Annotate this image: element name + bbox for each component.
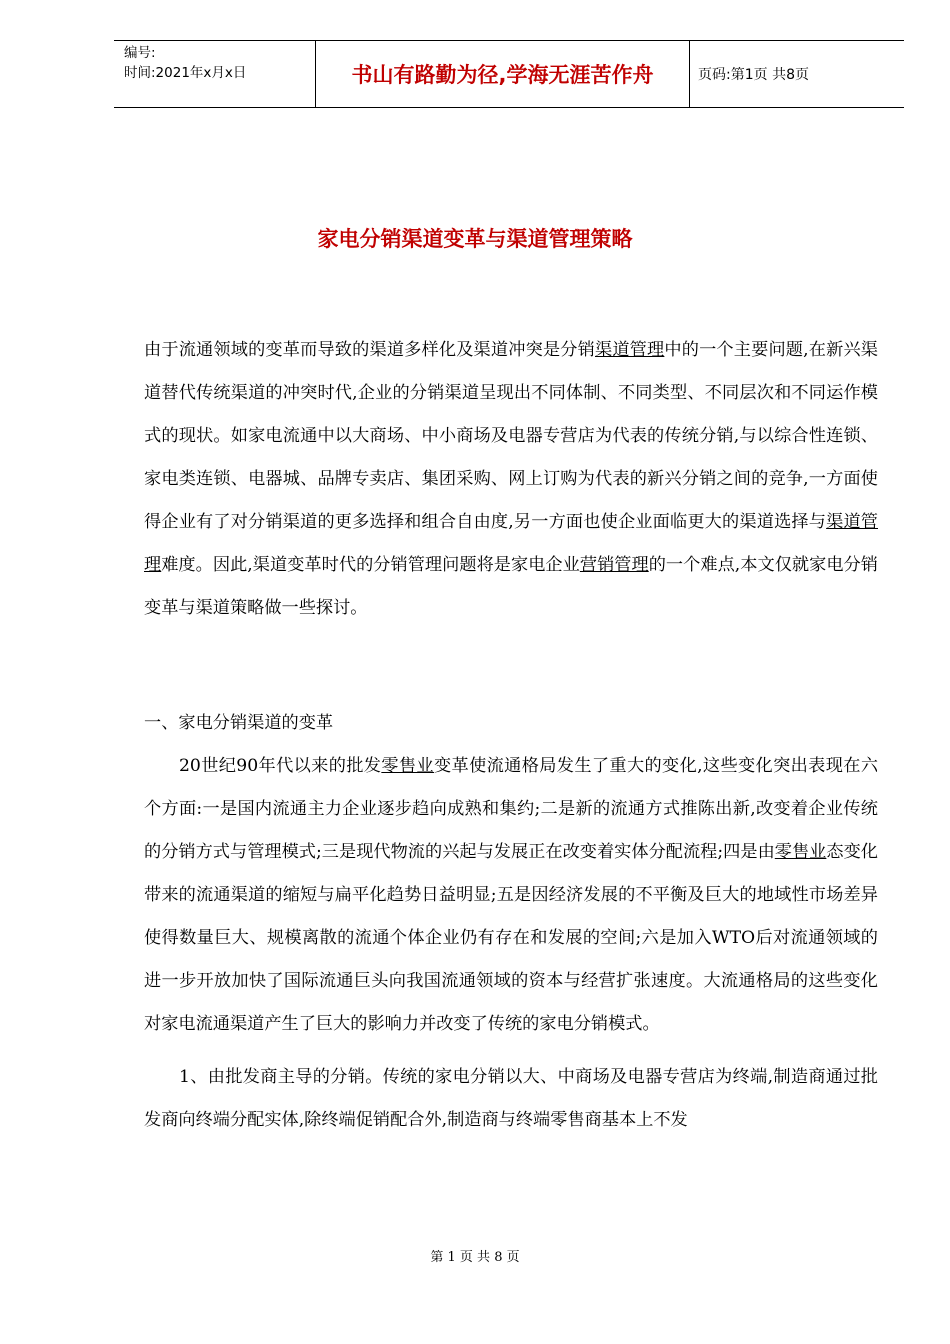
section1-item1: 1、由批发商主导的分销。传统的家电分销以大、中商场及电器专营店为终端,制造商通过批发商向终端分配实体,除终端促销配合外,制造商与终端零售商基本上不发 [144,1067,878,1130]
intro-text-2: 中的一个主要问题,在新兴渠道替代传统渠道的冲突时代,企业的分销渠道呈现出不同体制、不同类型、不同层次和不同运作模式的现状。如家电流通中以大商场、中小商场及电器专营店为代表的传统分销,与以综合性连锁、家电类连锁、电器城、品牌专卖店、集团采购、网上订购为代表的新兴分销之间的竞争,一方面使得企业有了对分销渠道的更多选择和组合自由度,另一方面也使企业面临更大的渠道选择与 [144,340,878,532]
intro-paragraph [144,329,878,630]
section1-heading: 一、家电分销渠道的变革 [144,713,334,733]
link-retail-2[interactable]: 零售业 [774,842,827,862]
link-channel-management-1[interactable]: 渠道管理 [594,340,665,360]
page-header [114,40,904,108]
section1-text-2: 变革使流通格局发生了重大的变化,这些变化突出表现在六个方面:一是国内流通主力企业逐步趋向成熟和集约;二是新的流通方式推陈出新,改变着企业传统的分销方式与管理模式;三是现代物流的兴起与发展正在改变着实体分配流程;四是由 [144,756,879,862]
header-meta-cell [114,41,316,107]
intro-text-4: 的一个难点,本文仅就家电分销变革与渠道策略做一些探讨。 [144,555,878,618]
document-body [144,329,878,1142]
page-footer: 第 1 页 共 8 页 [430,1250,520,1265]
section1-paragraph [144,745,878,1046]
link-retail-1[interactable]: 零售业 [381,756,434,776]
document-title: 家电分销渠道变革与渠道管理策略 [317,227,633,251]
number-label: 编号: [124,45,156,61]
section1-text-1: 20世纪90年代以来的批发 [179,756,382,776]
time-label: 时间:2021年x月x日 [124,65,247,81]
header-motto: 书山有路勤为径,学海无涯苦作舟 [316,41,690,107]
link-marketing-management[interactable]: 营销管理 [579,555,649,575]
spacer [144,1046,878,1056]
spacer [144,630,878,702]
intro-text-1: 由于流通领域的变革而导致的渠道多样化及渠道冲突是分销 [144,340,595,360]
section1-text-3: 态变化带来的流通渠道的缩短与扁平化趋势日益明显;五是因经济发展的不平衡及巨大的地域性市场差异使得数量巨大、规模离散的流通个体企业仍有存在和发展的空间;六是加入WTO后对流通领域的进一步开放加快了国际流通巨头向我国流通领域的资本与经营扩张速度。大流通格局的这些变化对家电流通渠道产生了巨大的影响力并改变了传统的家电分销模式。 [144,842,878,1034]
header-page-info: 页码:第1页 共8页 [698,67,809,83]
link-channel-management-2[interactable]: 渠道管理 [144,512,878,575]
intro-text-3: 难度。因此,渠道变革时代的分销管理问题将是家电企业 [161,555,580,575]
